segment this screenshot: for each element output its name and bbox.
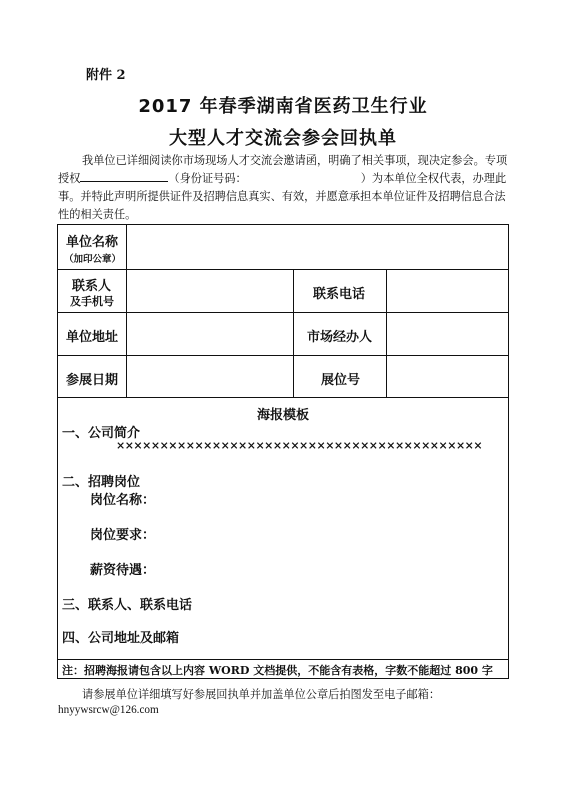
exhibit-date-field[interactable] [128,357,291,395]
poster-template-title: 海报模板 [256,408,309,423]
salary-label: 薪资待遇： [90,563,156,578]
contact-tel-label: 联系电话 [313,287,366,302]
unit-address-field[interactable] [128,314,291,353]
market-handler-label: 市场经办人 [307,330,373,345]
footer-instruction: 请参展单位详细填写好参展回执单并加盖单位公章后拍图发至电子邮箱： [82,688,441,701]
booth-no-label: 展位号 [321,373,361,388]
company-intro-heading: 一、公司简介 [62,426,141,441]
position-requirements-label: 岗位要求： [90,528,156,543]
attachment-label: 附件 2 [86,68,126,83]
intro-line-1: 我单位已详细阅读你市场现场人才交流会邀请函，明确了相关事项，现决定参会。专项 [82,154,508,167]
exhibit-date-label: 参展日期 [66,373,119,388]
intro-id-text: （身份证号码： [168,172,247,185]
footer-email[interactable]: hnyywsrcw@126.com [58,704,159,716]
contact-info-heading: 三、联系人、联系电话 [62,598,193,613]
recruit-positions-heading: 二、招聘岗位 [62,475,141,490]
contact-label: 联系人 [72,279,112,294]
intro-authorize-text: 授权 [58,172,81,185]
unit-name-note: （加印公章） [64,254,122,265]
contact-phone-sublabel: 及手机号 [70,295,114,308]
representative-name-blank[interactable] [80,170,168,182]
position-name-label: 岗位名称： [90,493,156,508]
poster-note: 注：招聘海报请包含以上内容 WORD 文档提供，不能含有表格，字数不能超过 800 字 [62,664,493,677]
intro-rep-text: ）为本单位全权代表，办理此 [360,172,507,185]
intro-line-3: 事。并特此声明所提供证件及招聘信息真实、有效，并愿意承担本单位证件及招聘信息合法 [58,190,506,203]
market-handler-field[interactable] [388,314,506,353]
unit-name-label: 单位名称 [66,235,119,250]
booth-no-field[interactable] [388,357,506,395]
contact-tel-field[interactable] [388,271,506,310]
intro-line-4: 性的相关责任。 [58,208,137,221]
address-email-heading: 四、公司地址及邮箱 [62,631,180,646]
contact-field[interactable] [128,271,291,310]
title-line-2: 大型人才交流会参会回执单 [169,128,397,149]
unit-name-field[interactable] [128,227,506,267]
registration-form-table [57,224,509,679]
company-intro-placeholder: ×××××××××××××××××××××××××××××××××××××××××× [116,439,483,452]
unit-address-label: 单位地址 [66,330,119,345]
intro-line-2 [58,170,506,186]
title-line-1: 2017 年春季湖南省医药卫生行业 [138,96,428,117]
